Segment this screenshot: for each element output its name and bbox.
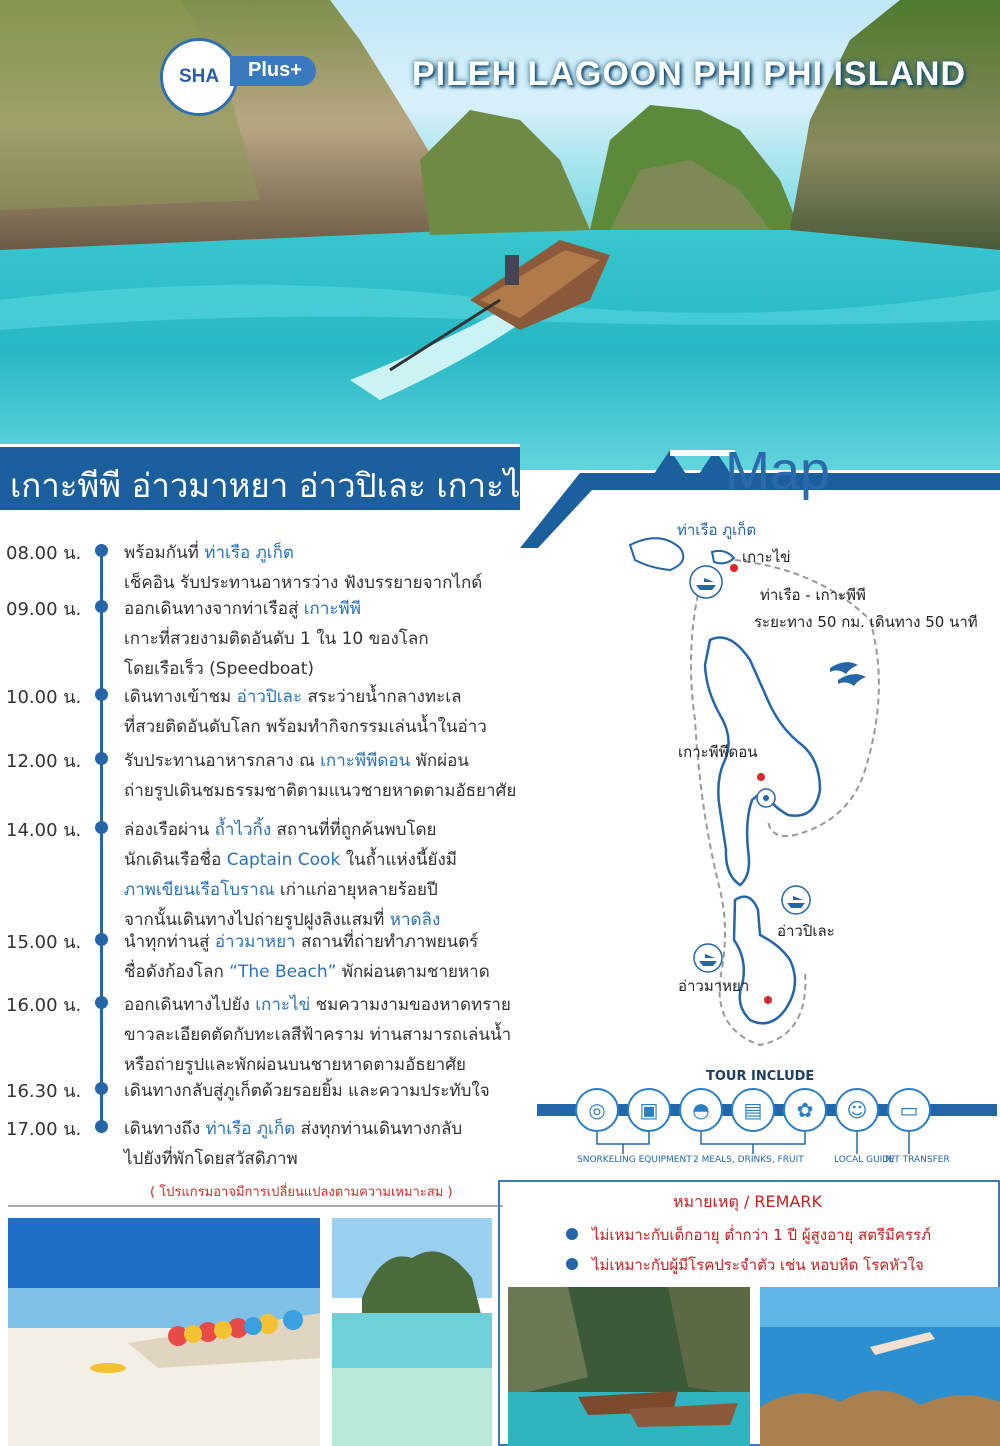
timeline-line [100, 548, 103, 1128]
photo-clear-water [332, 1218, 492, 1446]
sha-text: SHA [178, 66, 220, 87]
map-label-distance: ระยะทาง 50 กม. เดินทาง 50 นาที [754, 613, 978, 631]
itinerary-time: 15.00 น. [6, 932, 82, 953]
sha-plus-badge: Plus+ [230, 56, 316, 86]
page-title: PILEH LAGOON PHI PHI ISLAND [412, 55, 967, 93]
map-label-pier: ท่าเรือ ภูเก็ต [677, 521, 757, 539]
itinerary-line: เกาะที่สวยงามติดอันดับ 1 ใน 10 ของโลก [124, 629, 429, 649]
itinerary-time: 10.00 น. [6, 687, 82, 708]
guide-icon: ☺ [835, 1088, 879, 1132]
map-label-maya: อ่าวมาหยา [678, 977, 750, 995]
itinerary-line: จากนั้นเดินทางไปถ่ายรูปฝูงลิงแสมที่ หาดลิง [124, 910, 441, 930]
tour-include-brackets [537, 1132, 997, 1156]
itinerary-line: เดินทางเข้าชม อ่าวปิเละ สระว่ายน้ำกลางทะเล [124, 687, 462, 707]
highlight-place: ภาพเขียนเรือโบราณ [124, 880, 275, 900]
fruit-icon: ✿ [783, 1088, 827, 1132]
remark-bullet [566, 1228, 578, 1240]
meal-icon: ◓ [679, 1088, 723, 1132]
itinerary-description [124, 682, 524, 742]
highlight-place: ท่าเรือ ภูเก็ต [204, 543, 294, 563]
highlight-place: เกาะพีพี [303, 599, 361, 619]
tour-title-band [0, 444, 543, 510]
remark-bullet [566, 1258, 578, 1270]
photo-beach-umbrellas [8, 1218, 320, 1446]
itinerary-time: 16.00 น. [6, 995, 82, 1016]
itinerary-time: 12.00 น. [6, 751, 82, 772]
itinerary-description [124, 746, 524, 806]
map-heading: Map [725, 441, 831, 501]
itinerary-line: ออกเดินทางไปยัง เกาะไข่ ชมความงามของหาดทราย [124, 995, 511, 1015]
drink-icon: ▤ [731, 1088, 775, 1132]
timeline-dot [95, 600, 108, 613]
map-label-route: ท่าเรือ - เกาะพีพี [760, 586, 866, 604]
itinerary-line: เดินทางถึง ท่าเรือ ภูเก็ต ส่งทุกท่านเดินทางกลับ [124, 1119, 463, 1139]
timeline-dot [95, 688, 108, 701]
highlight-place: เกาะไข่ [255, 995, 311, 1015]
timeline-dot [95, 1120, 108, 1133]
tour-caption-snorkeling: SNORKELING EQUIPMENT [577, 1155, 692, 1165]
itinerary-description [124, 538, 524, 598]
van-icon: ▭ [887, 1088, 931, 1132]
itinerary-line: เช็คอิน รับประทานอาหารว่าง ฟังบรรยายจากไกด์ [124, 573, 483, 593]
itinerary-description [124, 927, 524, 987]
timeline-dot [95, 544, 108, 557]
itinerary-line: โดยเรือเร็ว (Speedboat) [124, 659, 315, 679]
itinerary-description [124, 815, 524, 935]
map-label-pileh: อ่าวปิเละ [777, 922, 835, 940]
tour-include-title: TOUR INCLUDE [706, 1069, 815, 1084]
tour-caption-guide: LOCAL GUIDE [834, 1155, 895, 1165]
itinerary-line: ชื่อดังก้องโลก “The Beach” พักผ่อนตามชายหาด [124, 962, 490, 982]
timeline-dot [95, 996, 108, 1009]
program-note: ( โปรแกรมอาจมีการเปลี่ยนแปลงตามความเหมาะสม ) [150, 1185, 453, 1200]
itinerary-line: ล่องเรือผ่าน ถ้ำไวกิ้ง สถานที่ที่ถูกค้นพบโดย [124, 820, 437, 840]
timeline-dot [95, 821, 108, 834]
photo-snorkeling [760, 1287, 1000, 1446]
highlight-place: ท่าเรือ ภูเก็ต [205, 1119, 296, 1139]
itinerary-line: ภาพเขียนเรือโบราณ เก่าแก่อายุหลายร้อยปี [124, 880, 438, 900]
remark-item: ไม่เหมาะกับผู้มีโรคประจำตัว เช่น หอบหืด โรคหัวใจ [592, 1256, 924, 1274]
itinerary-line: พร้อมกันที่ ท่าเรือ ภูเก็ต [124, 543, 294, 563]
timeline-dot [95, 933, 108, 946]
itinerary-line: ที่สวยติดอันดับโลก พร้อมทำกิจกรรมเล่นน้ำในอ่าว [124, 717, 487, 737]
highlight-place: “The Beach” [229, 962, 337, 982]
tour-caption-meals: 2 MEALS, DRINKS, FRUIT [693, 1155, 804, 1165]
itinerary-description [124, 1114, 524, 1174]
map-label-phi-phi-don: เกาะพีพีดอน [678, 743, 758, 761]
itinerary-line: เดินทางกลับสู่ภูเก็ตด้วยรอยยิ้ม และความประทับใจ [124, 1081, 490, 1101]
highlight-place: เกาะพีพีดอน [320, 751, 411, 771]
island-map [520, 490, 1000, 1080]
tour-title: เกาะพีพี อ่าวมาหยา อ่าวปิเละ เกาะไข่ [10, 466, 543, 505]
remark-title: หมายเหตุ / REMARK [673, 1192, 823, 1211]
itinerary-time: 09.00 น. [6, 599, 82, 620]
itinerary-line: หรือถ่ายรูปและพักผ่อนบนชายหาดตามอัธยาศัย [124, 1055, 466, 1075]
itinerary-time: 16.30 น. [6, 1081, 82, 1102]
photo-bracket [8, 1205, 503, 1219]
life-jacket-icon: ▣ [627, 1088, 671, 1132]
highlight-place: หาดลิง [389, 910, 441, 930]
sha-logo [160, 38, 238, 116]
tour-caption-transfer: R/T TRANSFER [885, 1155, 950, 1165]
itinerary-time: 17.00 น. [6, 1119, 82, 1140]
timeline-dot [95, 752, 108, 765]
snorkel-icon: ◎ [575, 1088, 619, 1132]
itinerary-line: ถ่ายรูปเดินชมธรรมชาติตามแนวชายหาดตามอัธยาศัย [124, 781, 517, 801]
itinerary-line: ขาวละเอียดตัดกับทะเลสีฟ้าคราม ท่านสามารถเล่นน้ำ [124, 1025, 512, 1045]
itinerary-line: ออกเดินทางจากท่าเรือสู่ เกาะพีพี [124, 599, 361, 619]
itinerary-line: นักเดินเรือชื่อ Captain Cook ในถ้ำแห่งนี้ยังมี [124, 850, 458, 870]
boat-icon [690, 566, 722, 598]
itinerary-description [124, 594, 524, 684]
itinerary-line: รับประทานอาหารกลาง ณ เกาะพีพีดอน พักผ่อน [124, 751, 469, 771]
itinerary-time: 14.00 น. [6, 820, 82, 841]
itinerary-line: นำทุกท่านสู่ อ่าวมาหยา สถานที่ถ่ายทำภาพยนตร์ [124, 932, 479, 952]
boat-icon [694, 944, 722, 972]
dolphin-icon [830, 662, 866, 686]
itinerary-description [124, 1076, 524, 1106]
itinerary-time: 08.00 น. [6, 543, 82, 564]
highlight-place: อ่าวมาหยา [214, 932, 296, 952]
timeline-dot [95, 1082, 108, 1095]
remark-item: ไม่เหมาะกับเด็กอายุ ต่ำกว่า 1 ปี ผู้สูงอายุ สตรีมีครรภ์ [592, 1226, 931, 1244]
highlight-place: อ่าวปิเละ [236, 687, 303, 707]
boat-icon [782, 886, 810, 914]
highlight-place: Captain Cook [226, 850, 341, 870]
itinerary-description [124, 990, 524, 1080]
itinerary-line: ไปยังที่พักโดยสวัสดิภาพ [124, 1149, 298, 1169]
photo-longtail-boats [508, 1287, 750, 1446]
hero-banner [0, 0, 1000, 470]
restaurant-icon [757, 789, 775, 807]
map-label-koh-khai: เกาะไข่ [742, 548, 791, 566]
highlight-place: ถ้ำไวกิ้ง [214, 820, 272, 840]
route-map [520, 490, 1000, 1080]
